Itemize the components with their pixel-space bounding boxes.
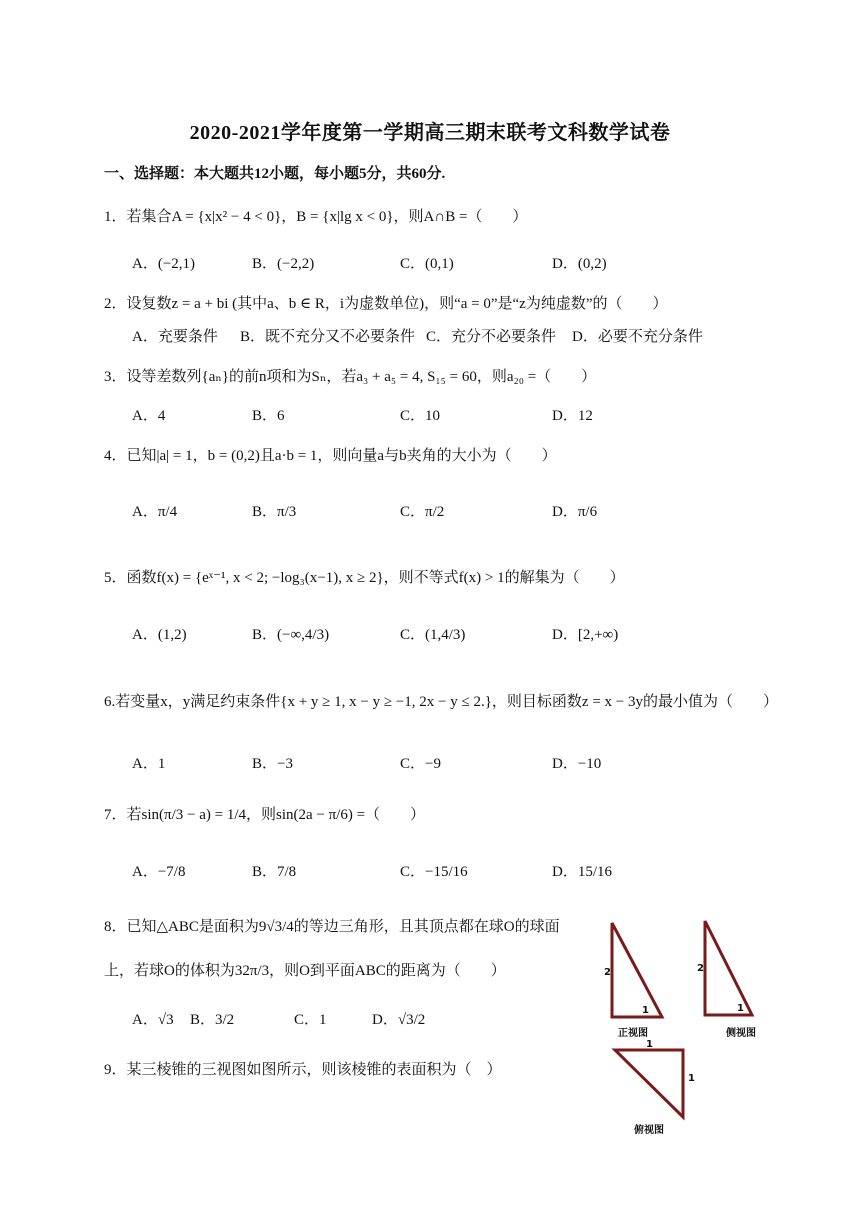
question-5: 5．函数f(x) = {eˣ⁻¹, x < 2; −log₃(x−1), x ≥ 2}，则不等式f(x) > 1的解集为（ ） (104, 570, 625, 586)
q6-option-c[interactable]: C．−9 (400, 756, 441, 772)
section-heading: 一、选择题：本大题共12小题，每小题5分，共60分. (104, 166, 446, 182)
q3-option-c[interactable]: C．10 (400, 408, 441, 424)
q2-option-b[interactable]: B．既不充分又不必要条件 (240, 329, 416, 345)
question-1: 1．若集合A = {x|x² − 4 < 0}，B = {x|lg x < 0}，则A∩B =（ ） (104, 209, 528, 225)
side-view-label: 侧视图 (726, 1028, 756, 1039)
q8-option-b[interactable]: B．3/2 (190, 1012, 235, 1028)
side-width-label: 1 (737, 1003, 744, 1014)
front-view-label: 正视图 (618, 1028, 648, 1039)
q7-option-d[interactable]: D．15/16 (552, 864, 613, 880)
q3-option-b[interactable]: B．6 (252, 408, 285, 424)
q7-option-a[interactable]: A．−7/8 (132, 864, 186, 880)
front-width-label: 1 (642, 1005, 649, 1016)
q4-option-d[interactable]: D．π/6 (552, 504, 598, 520)
q3-option-a[interactable]: A．4 (132, 408, 166, 424)
question-9: 9．某三棱锥的三视图如图所示，则该棱锥的表面积为（ ） (104, 1062, 502, 1078)
q8-option-d[interactable]: D．√3/2 (372, 1012, 426, 1028)
q5-option-a[interactable]: A．(1,2) (132, 627, 187, 643)
top-view-label: 俯视图 (634, 1125, 664, 1136)
q1-option-d[interactable]: D．(0,2) (552, 256, 607, 272)
question-2: 2．设复数z = a + bi (其中a、b ∈ R，i为虚数单位)，则“a = 0”是“z为纯虚数”的（ ） (104, 296, 668, 312)
question-6: 6.若变量x，y满足约束条件{x + y ≥ 1, x − y ≥ −1, 2x − y ≤ 2.}，则目标函数z = x − 3y的最小值为（ ） (104, 694, 779, 710)
q1-option-b[interactable]: B．(−2,2) (252, 256, 315, 272)
q1-option-a[interactable]: A．(−2,1) (132, 256, 196, 272)
question-4: 4．已知|a| = 1，b = (0,2)且a·b = 1，则向量a与b夹角的大小为（ ） (104, 448, 557, 464)
question-8: 8．已知△ABC是面积为9√3/4的等边三角形，且其顶点都在球O的球面上，若球O的体积为32π/3，则O到平面ABC的距离为（ ） (104, 919, 560, 979)
q7-option-c[interactable]: C．−15/16 (400, 864, 468, 880)
side-height-label: 2 (697, 963, 704, 974)
q6-option-a[interactable]: A．1 (132, 756, 166, 772)
question-3: 3．设等差数列{aₙ}的前n项和为Sₙ，若a₃ + a₅ = 4, S₁₅ = 60，则a₂₀ =（ ） (104, 369, 597, 385)
q5-option-b[interactable]: B．(−∞,4/3) (252, 627, 330, 643)
front-height-label: 2 (604, 967, 611, 978)
top-width-label: 1 (646, 1039, 653, 1050)
q5-option-d[interactable]: D．[2,+∞) (552, 627, 619, 643)
page-title: 2020-2021学年度第一学期高三期末联考文科数学试卷 (189, 122, 671, 144)
side-view-triangle (705, 921, 752, 1015)
q2-option-a[interactable]: A．充要条件 (132, 329, 218, 345)
q6-option-b[interactable]: B．−3 (252, 756, 293, 772)
top-view-triangle (615, 1050, 683, 1117)
q2-option-c[interactable]: C．充分不必要条件 (426, 329, 557, 345)
q2-option-d[interactable]: D．必要不充分条件 (572, 329, 703, 345)
q8-option-a[interactable]: A．√3 (132, 1012, 174, 1028)
q8-option-c[interactable]: C．1 (294, 1012, 327, 1028)
q6-option-d[interactable]: D．−10 (552, 756, 602, 772)
q1-option-c[interactable]: C．(0,1) (400, 256, 454, 272)
q7-option-b[interactable]: B．7/8 (252, 864, 297, 880)
three-view-figure (590, 905, 790, 1145)
top-height-label: 1 (688, 1073, 695, 1084)
q4-option-a[interactable]: A．π/4 (132, 504, 178, 520)
q3-option-d[interactable]: D．12 (552, 408, 593, 424)
q5-option-c[interactable]: C．(1,4/3) (400, 627, 466, 643)
front-view-triangle (612, 923, 662, 1017)
q4-option-c[interactable]: C．π/2 (400, 504, 445, 520)
question-7: 7．若sin(π/3 − a) = 1/4，则sin(2a − π/6) =（ ） (104, 807, 426, 823)
q4-option-b[interactable]: B．π/3 (252, 504, 297, 520)
